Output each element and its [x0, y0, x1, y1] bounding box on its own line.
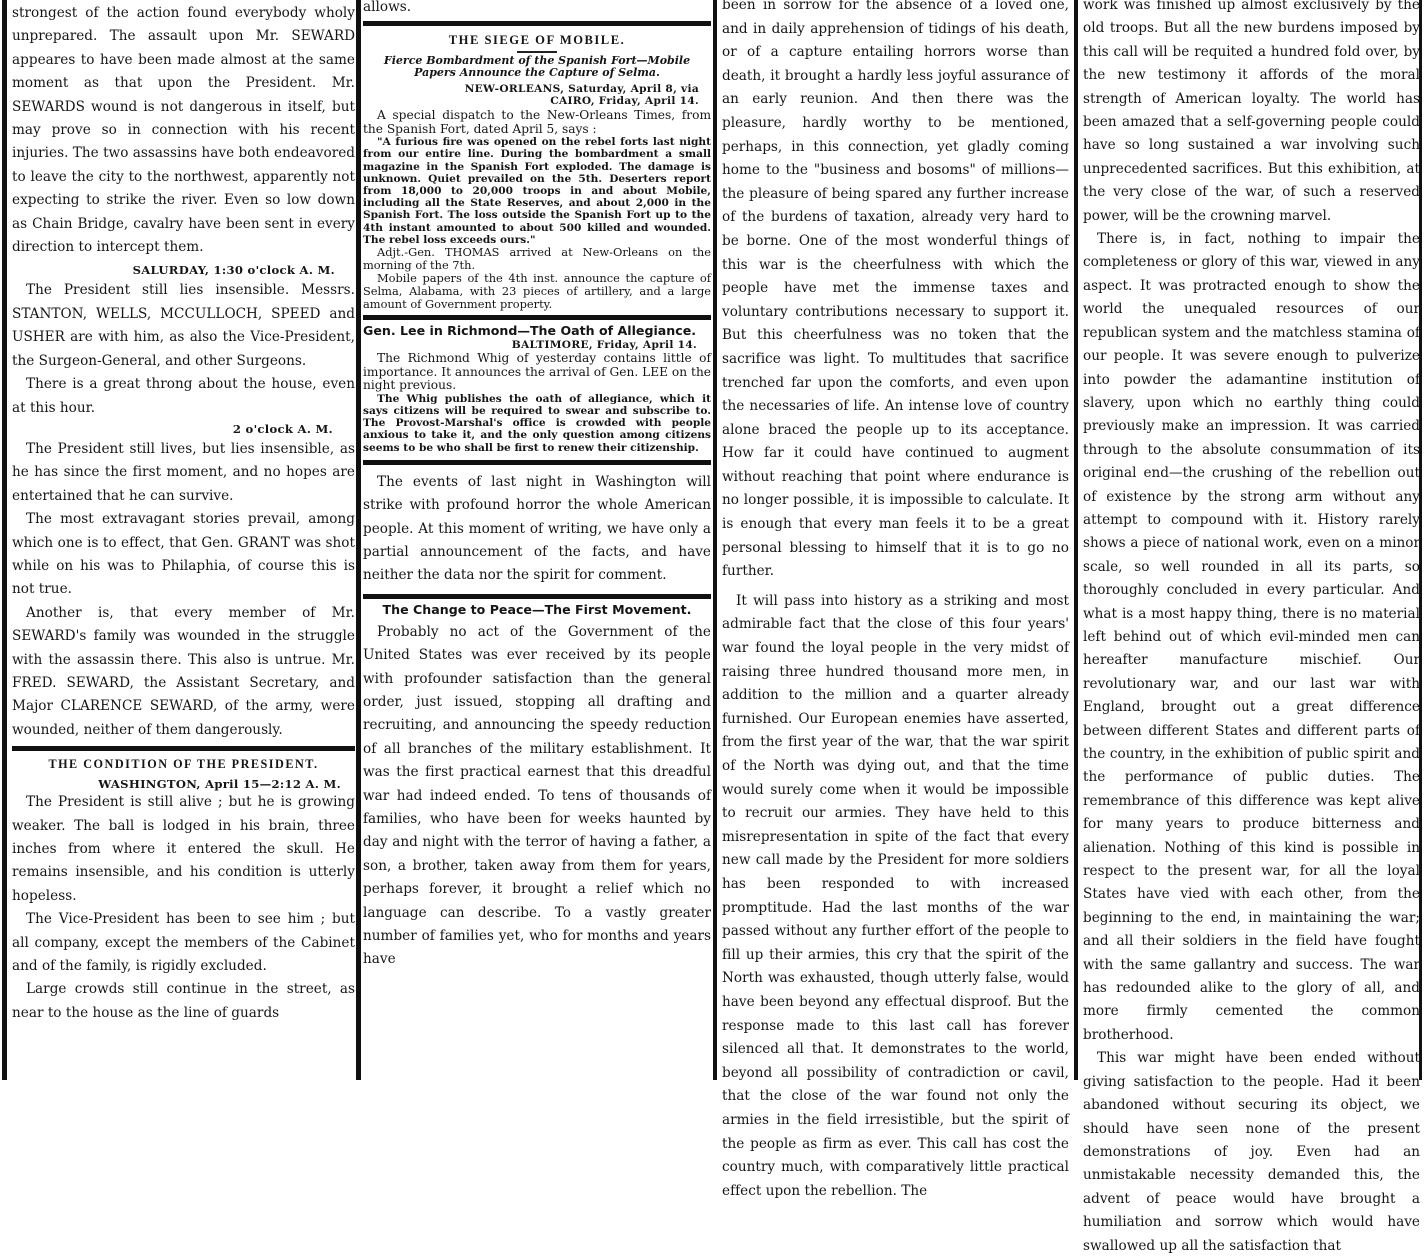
section-divider — [363, 594, 711, 599]
article-paragraph: The President is still alive ; but he is growing weaker. The ball is lodged in his brain, three inches from where it entered the skull. He remains insensible, and his condition is utterly hopeless. — [12, 794, 355, 904]
section-heading: Gen. Lee in Richmond—The Oath of Allegiance. — [363, 322, 697, 338]
column-rule — [356, 0, 361, 1080]
section-divider — [363, 315, 711, 320]
section-divider — [363, 21, 711, 26]
article-paragraph: Adjt.-Gen. THOMAS arrived at New-Orleans on the morning of the 7th. — [363, 244, 711, 272]
dateline: WASHINGTON, April 15—2:12 A. M. — [98, 777, 341, 792]
article-paragraph: There is, in fact, nothing to impair the completeness or glory of this war, viewed in any aspect. It was protracted enough to show the world the unequaled resources of our republican system and the matchless stamina of our people. It was severe enough to pulverize into powder the adamantine institution of slavery, upon which no earthly thing could previously make an impression. It was carried through to the absolute consummation of its original end—the crushing of the rebellion out of existence by the strong arm without any attempt to compound with it. History rarely shows a piece of national work, even on a minor scale, so well rounded in all its parts, so thoroughly concluded in every particular. And what is a most happy thing, there is no material left behind out of which evil-minded men can hereafter manufacture mischief. Our revolutionary war, and our last war with England, brought out a great difference between different States and different parts of the country, in the exhibition of public spirit and the performance of public duties. The remembrance of this difference was kept alive for many years to produce bitterness and alienation. Nothing of this kind is possible in respect to the present war, for all the loyal States have vied with each other, from the beginning to the end, in maintaining the war; and all their soldiers in the field have fought with the same gallantry and success. The war has redounded alike to the glory of all, and more firmly cemented the common brotherhood. — [1083, 231, 1420, 1043]
section-divider — [363, 460, 711, 465]
article-paragraph: Large crowds still continue in the street, as near to the house as the line of guards — [12, 981, 355, 1021]
article-paragraph: It will pass into history as a striking and most admirable fact that the close of this four years' war found the loyal people in the very midst of raising three hundred thousand more men, in addition to the million and a quarter already furnished. Our European enemies have asserted, from the first year of the war, that the war spirit of the North was dying out, and that the time would surely come when it would be impossible to recruit our armies. They have held to this misrepresentation in spite of the fact that every new call made by the President for more soldiers has been responded to with increased promptitude. Had the last months of the war passed without any further effort of the people to fill up their armies, this cry that the spirit of the North was exhausted, though utterly false, would have been beyond any effectual disproof. But the response made to this last call has forever silenced all that. It demonstrates to the world, beyond all possibility of contradiction or cavil, that the close of the war found not only the armies in the field irresistible, but the spirit of the people as firm as ever. This call has cost the country much, with comparatively little practical effect upon the rebellion. The — [722, 592, 1069, 1199]
article-paragraph: strongest of the action found everybody wholy unprepared. The assault upon Mr. SEWARD appeares to have been made almost at the same moment as that upon the President. Mr. SEWARDS wound is not dangerous in itself, but may prove so in connection with his recent injuries. The two assassins have both endeavored to leave the city to the northwest, apparently not expecting to strike the river. Even so low down as Chain Bridge, cavalry have been sent in every direction to intercept them. — [12, 5, 355, 256]
article-paragraph: been in sorrow for the absence of a loved one, and in daily apprehension of tidings of his death, or of a capture entailing horrors worse than death, it brought a hardly less joyful assurance of an early reunion. And then there was the pleasure, hardly worthy to be mentioned, perhaps, in this connection, yet gladly coming home to the "business and bosoms" of millions—the pleasure of being spared any further increase of the burdens of taxation, already very hard to be borne. One of the most wonderful things of this war is the cheerfulness with which the people have met the immense taxes and voluntary contributions necessary to support it. But this cheerfulness was no token that the sacrifice was light. To multitudes that sacrifice trenched far upon the comforts, and even upon the necessaries of life. An intense love of country alone braced the people up to its acceptance. How far it could have continued to augment without reaching that point where endurance is no longer possible, it is impossible to calculate. It is enough that every man feels it to be a great personal blessing to himself that it is to go no further. — [722, 0, 1069, 580]
section-heading: The Change to Peace—The First Movement. — [382, 601, 692, 617]
article-paragraph: Mobile papers of the 4th inst. announce the capture of Selma, Alabama, with 23 pieces of artillery, and a large amount of Government property. — [363, 270, 711, 311]
section-divider — [12, 746, 355, 751]
article-paragraph: The Whig publishes the oath of allegiance, which it says citizens will be required to swear and subscribe to. The Provost-Marshal's office is crowded with people anxious to take it, and the only question among citizens seems to be who shall be first to renew their citizenship. — [363, 392, 711, 454]
article-paragraph: "A furious fire was opened on the rebel forts last night from our entire line. During the bombardment a small magazine in the Spanish Fort exploded. The damage is unknown. Quiet prevailed on the 5th. Deserters report from 18,000 to 20,000 troops in and about Mobile, including all the State Reserves, and about 2,000 in the Spanish Fort. The loss outside the Spanish Fort up to the 4th instant amounted to about 500 killed and wounded. The rebel loss exceeds ours." — [363, 136, 711, 246]
dateline: BALTIMORE, Friday, April 14. — [511, 338, 697, 351]
column-4 — [1083, 0, 1420, 1254]
article-paragraph: Another is, that every member of Mr. SEWARD's family was wounded in the struggle with the assassin there. This also is untrue. Mr. FRED. SEWARD, the Assistant Secretary, and Major CLARENCE SEWARD, of the army, were wounded, neither of them dangerously. — [12, 604, 355, 738]
dateline: NEW-ORLEANS, Saturday, April 8, via CAIRO, Friday, April 14. — [464, 82, 699, 107]
article-paragraph: There is a great throng about the house, even at this hour. — [12, 376, 355, 416]
column-rule — [713, 0, 717, 1080]
section-heading: THE CONDITION OF THE PRESIDENT. — [48, 757, 319, 772]
article-paragraph: The events of last night in Washington will strike with profound horror the whole American people. At this moment of writing, we have only a partial announcement of the facts, and have neither the data nor the spirit for comment. — [363, 473, 711, 584]
section-heading: THE SIEGE OF MOBILE. — [448, 33, 626, 48]
dateline: SALURDAY, 1:30 o'clock A. M. — [132, 263, 335, 278]
article-paragraph: This war might have been ended without giving satisfaction to the people. Had it been abandoned without securing its object, we should have seen none of the present demonstrations of joy. Even had an unmistakable necessity demanded this, the advent of peace would have brought a humiliation and sorrow which would have swallowed up all the satisfaction that — [1083, 1050, 1420, 1254]
column-1 — [12, 0, 355, 1080]
article-paragraph: work was finished up almost exclusively by the old troops. But all the new burdens imposed by this call will be requited a hundred fold over, by the new testimony it affords of the moral strength of American loyalty. The world has been amazed that a self-governing people could have so long sustained a war involving such unprecedented sacrifices. But this exhibition, at the very close of the war, of such a reserved power, will be the crowning marvel. — [1083, 0, 1420, 224]
article-paragraph: Probably no act of the Government of the United States was ever received by its people with profounder satisfaction than the general order, just issued, stopping all drafting and recruiting, and announcing the speedy reduction of all branches of the military establishment. It was the first practical earnest that this dreadful war had indeed ended. To tens of thousands of families, who have been for weeks haunted by day and night with the terror of having a father, a son, a brother, taken away from them for years, perhaps forever, it brought a relief which no language can describe. To a vastly greater number of families yet, who for months and years have — [363, 623, 711, 968]
article-paragraph: A special dispatch to the New-Orleans Times, from the Spanish Fort, dated April 5, says : — [363, 107, 711, 136]
article-paragraph: The Richmond Whig of yesterday contains little of importance. It announces the arrival of Gen. LEE on the night previous. — [363, 350, 711, 393]
section-subheading: Fierce Bombardment of the Spanish Fort—Mobile Papers Announce the Capture of Selma. — [383, 53, 691, 80]
dateline: 2 o'clock A. M. — [232, 421, 333, 436]
column-2 — [363, 0, 711, 1080]
column-3 — [722, 0, 1069, 1199]
article-paragraph: The most extravagant stories prevail, among which one is to effect, that Gen. GRANT was shot while on his was to Philaphia, of course this is not true. — [12, 511, 355, 598]
article-paragraph: allows. — [363, 0, 412, 15]
article-paragraph: The President still lies insensible. Messrs. STANTON, WELLS, MCCULLOCH, SPEED and USHER are with him, as also the Vice-President, the Surgeon-General, and other Surgeons. — [12, 282, 355, 369]
column-rule — [2, 0, 7, 1080]
column-rule — [1074, 0, 1078, 1080]
article-paragraph: The President still lives, but lies insensible, as he has since the first moment, and no hopes are entertained that he can survive. — [12, 440, 355, 504]
heading-rule — [517, 51, 557, 53]
article-paragraph: The Vice-President has been to see him ; but all company, except the members of the Cabinet and of the family, is rigidly excluded. — [12, 911, 355, 975]
